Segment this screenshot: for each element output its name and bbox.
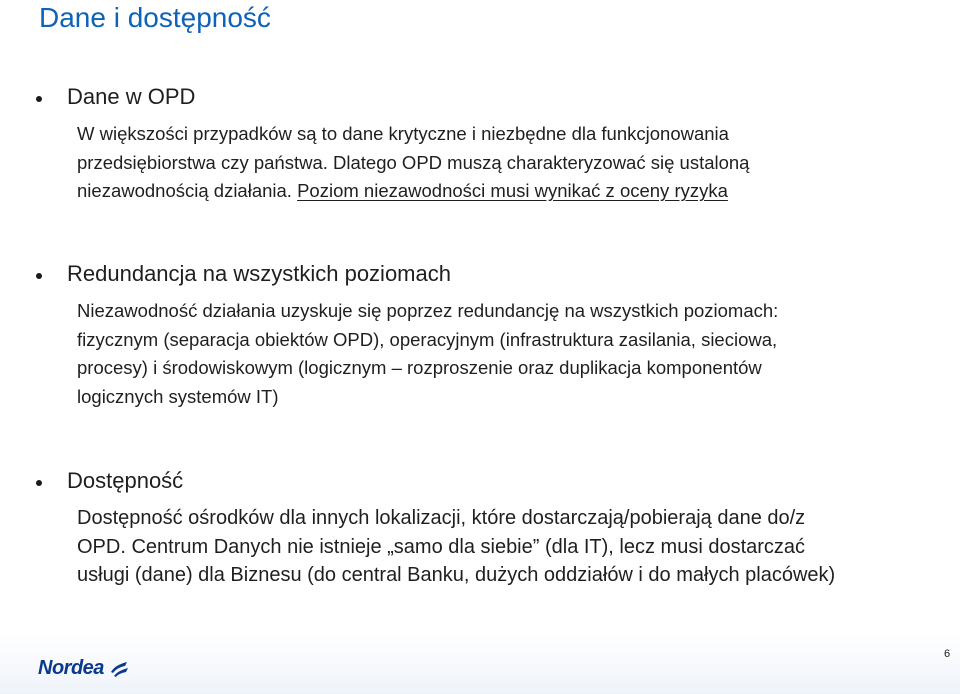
bullet-icon: [36, 273, 42, 279]
section-heading: Dane w OPD: [67, 84, 196, 109]
section-heading: Redundancja na wszystkich poziomach: [67, 261, 451, 286]
page-title: Dane i dostępność: [39, 2, 271, 33]
section-dane-w-opd: [0, 84, 960, 118]
bullet-icon: [36, 480, 42, 486]
page-number: 6: [944, 648, 951, 660]
footer-band: [0, 634, 960, 694]
body-line: logicznych systemów IT): [77, 385, 279, 407]
underlined-statement: Poziom niezawodności musi wynikać z oceny ryzyka: [297, 180, 728, 201]
bullet-item: [0, 468, 960, 502]
section-heading: Dostępność: [67, 468, 184, 493]
body-line-text: niezawodnością działania.: [77, 180, 292, 201]
body-line: procesy) i środowiskowym (logicznym – rozproszenie oraz duplikacja komponentów: [77, 357, 762, 378]
body-line: Dostępność ośrodków dla innych lokalizacji, które dostarczają/pobierają dane do/z: [77, 507, 806, 529]
body-line: przedsiębiorstwa czy państwa. Dlatego OPD muszą charakteryzować się ustaloną: [77, 151, 750, 173]
body-line: W większości przypadków są to dane krytyczne i niezbędne dla funkcjonowania: [77, 123, 729, 144]
logo-text: Nordea: [38, 657, 104, 679]
section-redundancja: [0, 261, 960, 295]
body-line: fizycznym (separacja obiektów OPD), operacyjnym (infrastruktura zasilania, sieciowa,: [77, 328, 778, 350]
nordea-logo: [38, 657, 130, 680]
nordea-mark-icon: [108, 658, 130, 680]
body-line: Niezawodność działania uzyskuje się poprzez redundancję na wszystkich poziomach:: [77, 300, 779, 321]
body-line: OPD. Centrum Danych nie istnieje „samo dla siebie” (dla IT), lecz musi dostarczać: [77, 535, 806, 558]
body-line: usługi (dane) dla Biznesu (do central Banku, dużych oddziałów i do małych placówek): [77, 564, 836, 586]
body-line: [77, 177, 749, 206]
section-body: [77, 120, 749, 206]
section-body: [77, 504, 835, 590]
section-body: [77, 297, 778, 411]
bullet-item: [0, 84, 960, 118]
bullet-item: [0, 261, 960, 295]
bullet-icon: [36, 96, 42, 102]
section-dostepnosc: [0, 468, 960, 502]
